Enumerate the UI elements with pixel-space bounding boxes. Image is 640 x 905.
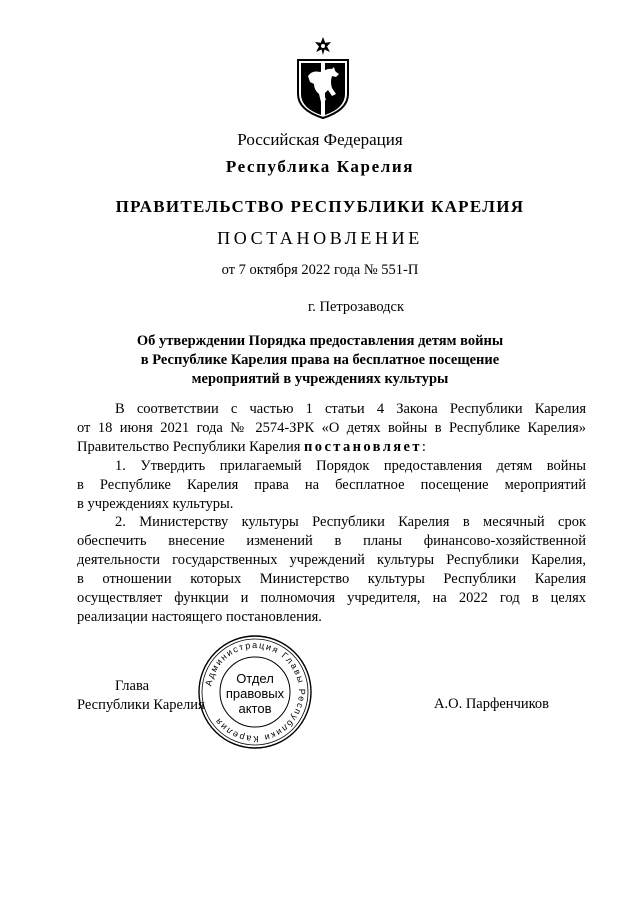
decree-date-number: от 7 октября 2022 года № 551-П [221, 262, 419, 278]
decree-body [77, 400, 586, 627]
decree-subject [0, 332, 640, 389]
subject-line: в Республике Карелия права на бесплатное посещение [140, 352, 500, 368]
government-title: ПРАВИТЕЛЬСТВО РЕСПУБЛИКИ КАРЕЛИЯ [115, 197, 525, 216]
body-line: реализации настоящего постановления. [77, 608, 322, 625]
body-line: в Республике Карелия права на бесплатное посещение мероприятий [77, 476, 586, 493]
body-line [77, 438, 586, 457]
body-line: в учреждениях культуры. [77, 495, 234, 512]
signatory-name: А.О. Парфенчиков [434, 696, 550, 712]
body-line: В соответствии с частью 1 статьи 4 Закона Республики Карелия [115, 401, 586, 417]
body-line: 2. Министерству культуры Республики Карелия в месячный срок [115, 514, 586, 531]
country-name: Российская Федерация [237, 130, 403, 149]
body-line: обеспечить внесение изменений в планы финансово-хозяйственной [77, 533, 586, 550]
stamp-line: правовых [225, 686, 285, 701]
subject-line: Об утверждении Порядка предоставления детям войны [136, 333, 504, 349]
legal-department-stamp [196, 633, 314, 751]
stamp-line: Отдел [236, 671, 274, 686]
paragraph-item-1 [77, 457, 586, 514]
republic-name: Республика Карелия [225, 157, 415, 176]
city-name: г. Петрозаводск [307, 299, 405, 315]
body-line: в отношении которых Министерство культуры Республики Карелия [77, 571, 586, 588]
body-text: : [421, 438, 426, 455]
resolves-word: постановляет [304, 438, 422, 455]
body-text: Правительство Республики Карелия [77, 438, 305, 455]
body-line: 1. Утвердить прилагаемый Порядок предоставления детям войны [115, 457, 586, 474]
document-type: ПОСТАНОВЛЕНИЕ [217, 228, 423, 248]
stamp-line: актов [238, 701, 272, 716]
body-line: деятельности государственных учреждений культуры Республики Карелия, [77, 552, 586, 569]
signatory-title: Глава [115, 678, 150, 694]
signatory-title: Республики Карелия [77, 697, 205, 713]
body-line: осуществляет функции и полномочия учредителя, на 2022 год в целях [77, 590, 586, 607]
stamp-ring-text: Администрация Главы Республики Карелия [203, 639, 308, 745]
body-line: от 18 июня 2021 года № 2574-ЗРК «О детях войны в Республике Карелия» [77, 419, 586, 436]
paragraph-preamble [77, 400, 586, 457]
paragraph-item-2 [77, 513, 586, 626]
subject-line: мероприятий в учреждениях культуры [191, 371, 449, 387]
karelia-coat-of-arms-icon [294, 36, 352, 120]
